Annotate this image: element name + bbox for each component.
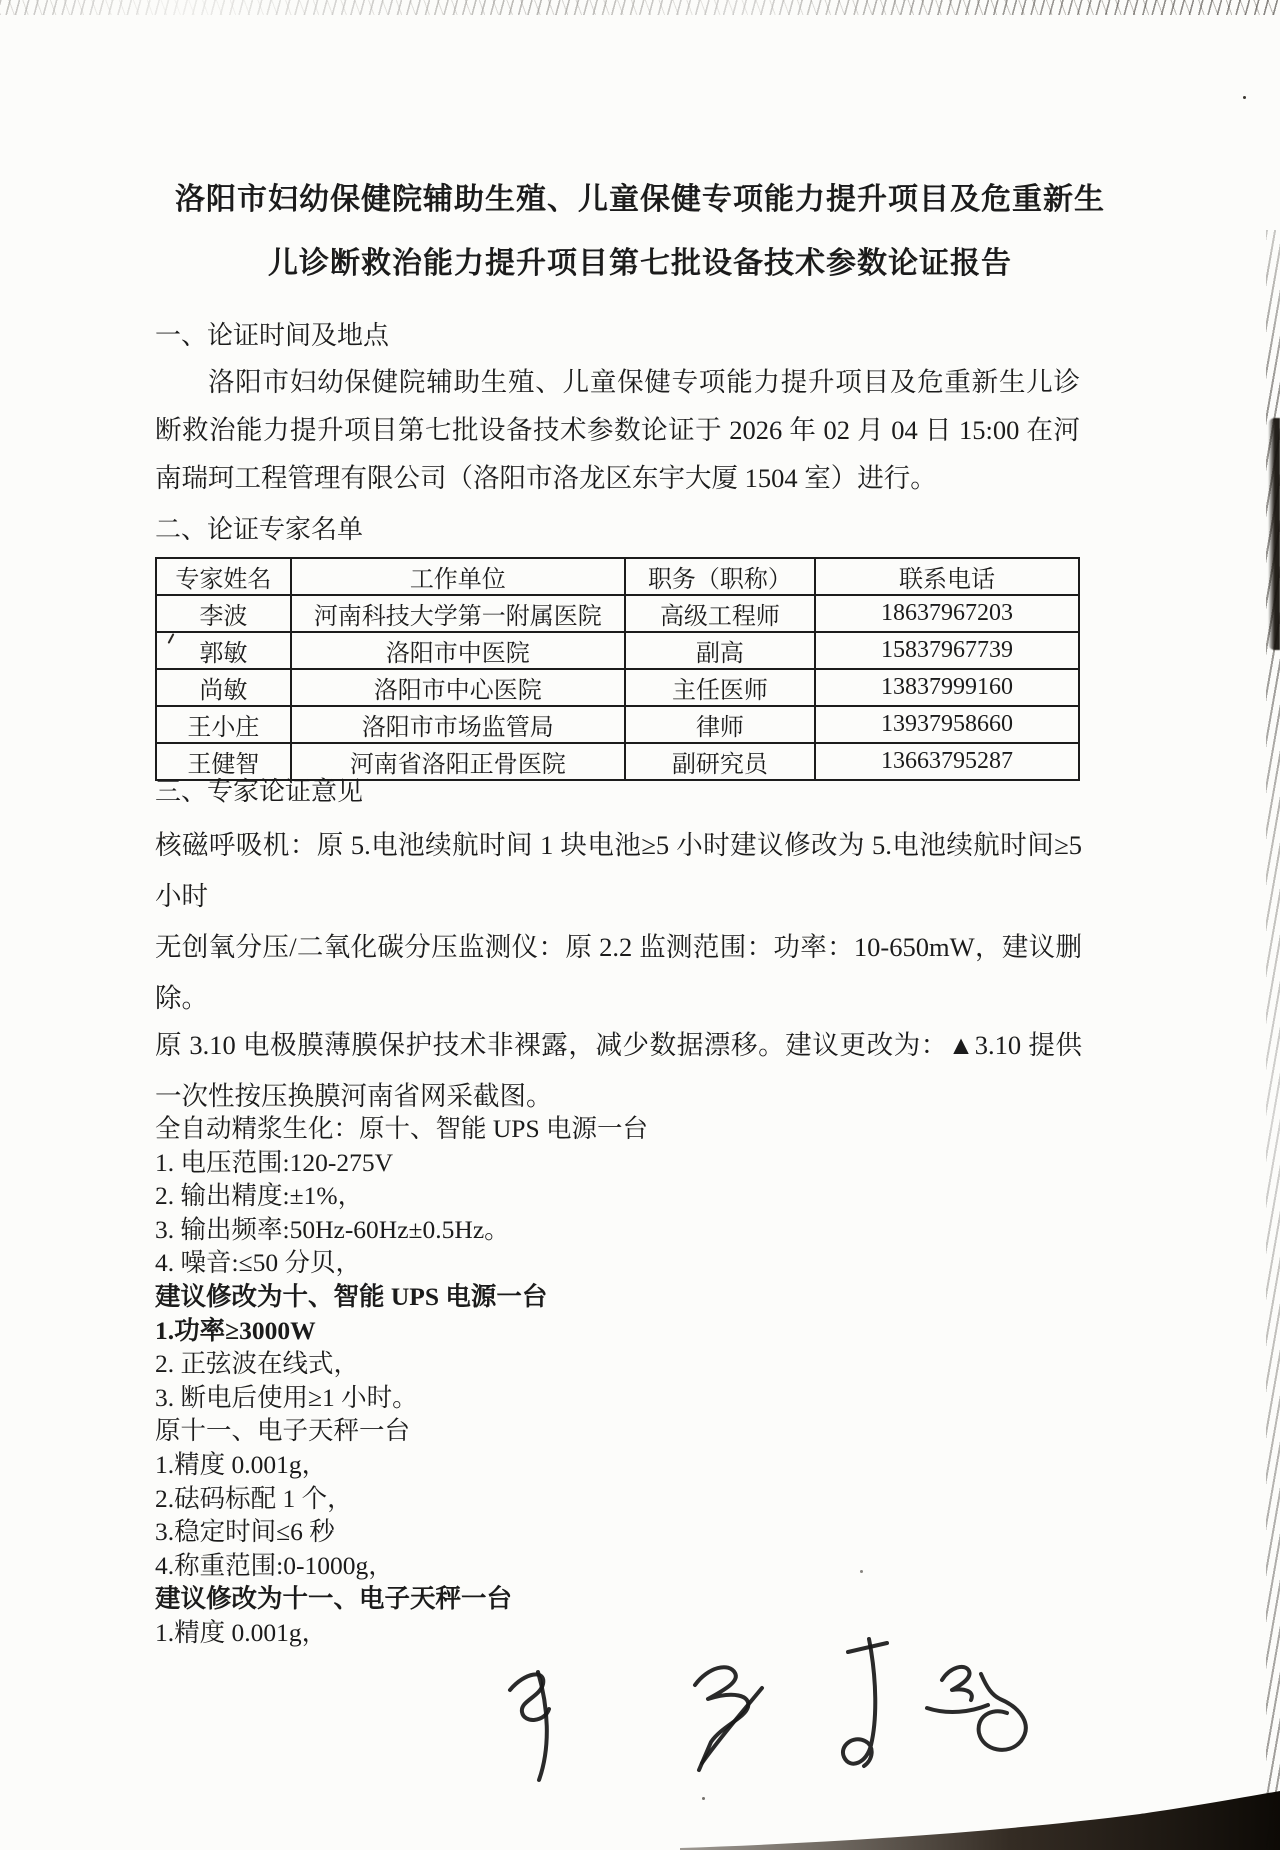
spec-line: 3. 断电后使用≥1 小时。 bbox=[155, 1382, 418, 1412]
spec-line: 3. 输出频率:50Hz-60Hz±0.5Hz。 bbox=[155, 1214, 510, 1244]
page-title-line2: 儿诊断救治能力提升项目第七批设备技术参数论证报告 bbox=[268, 247, 1012, 280]
table-row bbox=[156, 632, 1079, 669]
section1-body: 洛阳市妇幼保健院辅助生殖、儿童保健专项能力提升项目及危重新生儿诊断救治能力提升项目第七批设备技术参数论证于 2026 年 02 月 04 日 15:00 在河南瑞珂工程管理有限公司（洛阳市洛龙区东宇大厦 1504 室）进行。 bbox=[155, 367, 1080, 493]
spec-line: 4.称重范围:0-1000g， bbox=[155, 1550, 394, 1580]
opinion-spec-list bbox=[155, 1112, 1082, 1650]
section2-heading: 二、论证专家名单 bbox=[155, 515, 364, 544]
spec-line: 1.精度 0.001g， bbox=[155, 1617, 328, 1647]
page-title bbox=[128, 168, 1152, 296]
spec-line: 2. 输出精度:±1%， bbox=[155, 1181, 364, 1211]
title-cell: 主任医师 bbox=[625, 669, 815, 706]
table-header-row bbox=[156, 558, 1079, 595]
spec-line: 原十一、电子天秤一台 bbox=[155, 1416, 411, 1446]
spec-line: 建议修改为十一、电子天秤一台 bbox=[155, 1584, 513, 1614]
scan-noise-top-edge bbox=[0, 0, 1280, 15]
scan-speck bbox=[1243, 96, 1246, 99]
work-unit-cell: 洛阳市中医院 bbox=[291, 632, 625, 669]
scan-shadow-bottom-corner bbox=[680, 1788, 1280, 1850]
table-header-cell: 专家姓名 bbox=[156, 558, 291, 595]
phone-cell: 18637967203 bbox=[815, 595, 1079, 632]
work-unit-cell: 洛阳市中心医院 bbox=[291, 669, 625, 706]
signature-3 bbox=[843, 1639, 887, 1766]
spec-line: 2.砝码标配 1 个， bbox=[155, 1483, 353, 1513]
spec-line: 1.精度 0.001g， bbox=[155, 1449, 328, 1479]
opinion-paragraph: 核磁呼吸机：原 5.电池续航时间 1 块电池≥5 小时建议修改为 5.电池续航时间≥5 小时 bbox=[155, 830, 1082, 911]
expert-name-cell: 王小庄 bbox=[156, 706, 291, 743]
opinion-paragraph: 无创氧分压/二氧化碳分压监测仪：原 2.2 监测范围：功率：10-650mW，建议删除。 bbox=[155, 932, 1082, 1013]
scan-shadow-right-blob bbox=[1268, 418, 1280, 650]
table-header-cell: 工作单位 bbox=[291, 558, 625, 595]
expert-name-cell: 尚敏 bbox=[156, 669, 291, 706]
phone-cell: 13837999160 bbox=[815, 669, 1079, 706]
section1-heading: 一、论证时间及地点 bbox=[155, 321, 390, 350]
title-cell: 副高 bbox=[625, 632, 815, 669]
spec-line: 3.稳定时间≤6 秒 bbox=[155, 1517, 335, 1547]
work-unit-cell: 河南省洛阳正骨医院 bbox=[291, 743, 625, 780]
title-cell: 高级工程师 bbox=[625, 595, 815, 632]
title-cell: 副研究员 bbox=[625, 743, 815, 780]
work-unit-cell: 洛阳市市场监管局 bbox=[291, 706, 625, 743]
expert-name-cell: 李波 bbox=[156, 595, 291, 632]
spec-line: 2. 正弦波在线式， bbox=[155, 1349, 360, 1379]
work-unit-cell: 河南科技大学第一附属医院 bbox=[291, 595, 625, 632]
opinion-paragraph: 原 3.10 电极膜薄膜保护技术非裸露，减少数据漂移。建议更改为：▲3.10 提供一次性按压换膜河南省网采截图。 bbox=[155, 1030, 1082, 1111]
signature-4 bbox=[927, 1667, 1026, 1750]
phone-cell: 15837967739 bbox=[815, 632, 1079, 669]
table-row bbox=[156, 743, 1079, 780]
signature-2 bbox=[695, 1667, 762, 1770]
table-header-cell: 职务（职称） bbox=[625, 558, 815, 595]
table-header-cell: 联系电话 bbox=[815, 558, 1079, 595]
section3-heading: 三、专家论证意见 bbox=[155, 777, 364, 806]
spec-line: 4. 噪音:≤50 分贝， bbox=[155, 1248, 361, 1278]
title-cell: 律师 bbox=[625, 706, 815, 743]
expert-name-cell: 郭敏 bbox=[156, 632, 291, 669]
phone-cell: 13663795287 bbox=[815, 743, 1079, 780]
table-row bbox=[156, 706, 1079, 743]
signature-1 bbox=[510, 1672, 549, 1780]
table-row bbox=[156, 669, 1079, 706]
spec-line: 建议修改为十、智能 UPS 电源一台 bbox=[155, 1281, 548, 1311]
spec-line: 1. 电压范围:120-275V bbox=[155, 1147, 393, 1177]
page-title-line1: 洛阳市妇幼保健院辅助生殖、儿童保健专项能力提升项目及危重新生 bbox=[175, 183, 1105, 216]
spec-line: 全自动精浆生化：原十、智能 UPS 电源一台 bbox=[155, 1114, 649, 1143]
spec-line: 1.功率≥3000W bbox=[155, 1315, 316, 1345]
expert-list-table bbox=[155, 557, 1080, 781]
phone-cell: 13937958660 bbox=[815, 706, 1079, 743]
table-row bbox=[156, 595, 1079, 632]
expert-name-cell: 王健智 bbox=[156, 743, 291, 780]
